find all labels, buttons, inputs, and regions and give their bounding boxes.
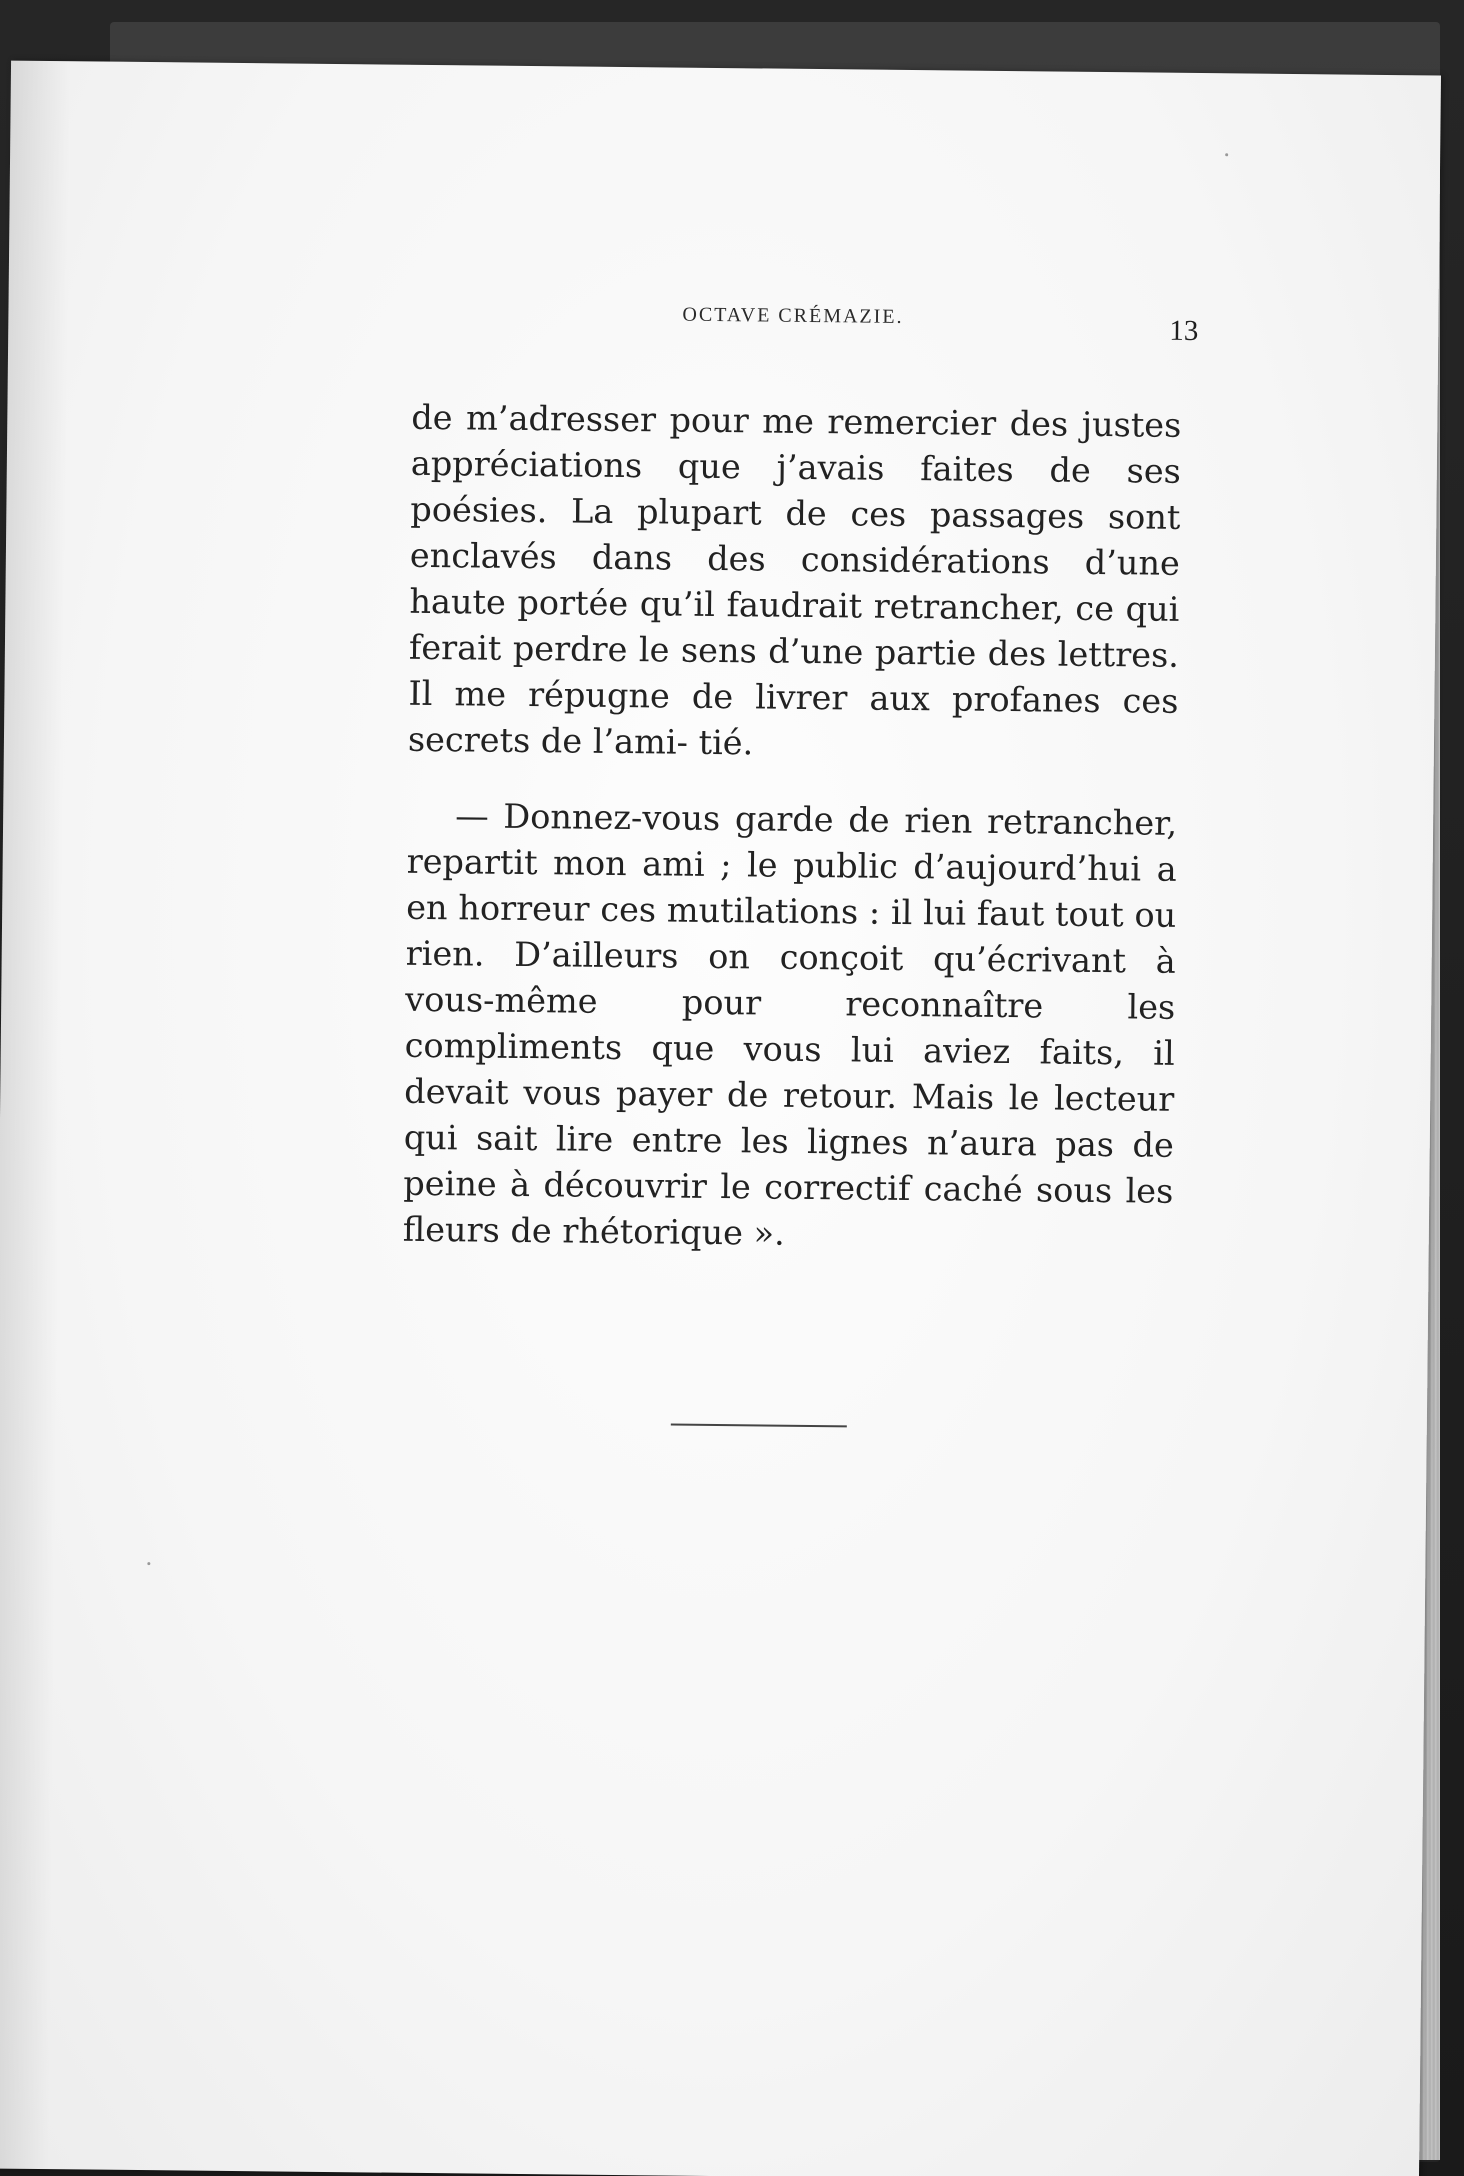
gutter-shadow: [0, 61, 71, 2170]
paragraph: de m’adresser pour me remercier des justes appréciations que j’avais faites de ses poésies. La plupart de ces passages sont enclavés dans des considérations d’une haute portée qu’il faudrait retrancher, ce qui ferait perdre le sens d’une partie des lettres. Il me répugne de livrer aux profanes ces secrets de l’ami- tié.: [407, 397, 1182, 763]
running-head: [418, 301, 1198, 349]
body-text: [403, 395, 1182, 1261]
page-number: 13: [1169, 314, 1199, 348]
header-title: OCTAVE CRÉMAZIE.: [682, 303, 904, 328]
dust-speck: [1225, 153, 1228, 156]
book-page: [0, 61, 1441, 2176]
section-rule: [671, 1424, 847, 1428]
dust-speck: [147, 1562, 150, 1565]
paragraph: — Donnez-vous garde de rien retrancher, repartit mon ami ; le public d’aujourd’hui a en horreur ces mutilations : il lui faut tout ou rien. D’ailleurs on conçoit qu’écrivant à vous-même pour reconnaître les compliments que vous lui aviez faits, il devait vous payer de retour. Mais le lecteur qui sait lire entre les lignes n’aura pas de peine à découvrir le correctif caché sous les fleurs de rhétorique ».: [402, 796, 1178, 1253]
